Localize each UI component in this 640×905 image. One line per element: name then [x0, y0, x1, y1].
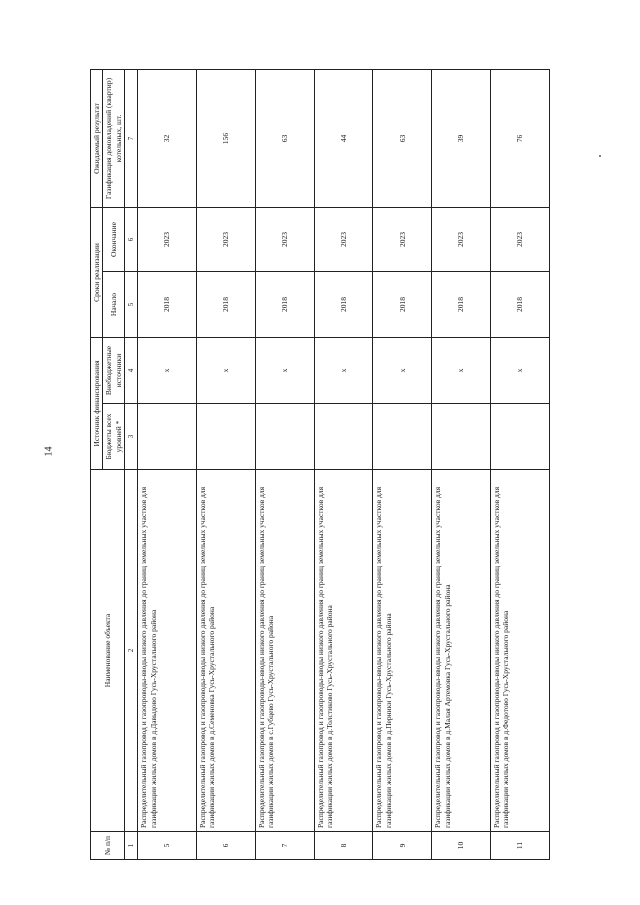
header-no: № п/п: [91, 832, 125, 860]
end-year: 2023: [314, 207, 373, 271]
object-name: Распределительный газопровод и газопроводы-вводы низкого давления до границ земельных участков для газификации жилых домов в д.Федотово Гусь-Хрустального района: [491, 470, 550, 832]
start-year: 2018: [314, 272, 373, 338]
header-extrabudgetary: Внебюджетные источники: [103, 338, 125, 404]
column-number: 4: [125, 338, 138, 404]
start-year: 2018: [138, 272, 197, 338]
header-expected-result: Ожидаемый результат: [91, 69, 103, 207]
page-number: 14: [43, 446, 55, 457]
column-number: 1: [125, 832, 138, 860]
extrabudgetary-cell: x: [138, 338, 197, 404]
row-number: 5: [138, 832, 197, 860]
header-gasification: Газификация домовладений (квартир) котельных, шт.: [103, 69, 125, 207]
budgets-cell: [138, 404, 197, 470]
extrabudgetary-cell: x: [255, 338, 314, 404]
header-terms: Сроки реализации: [91, 207, 103, 337]
header-funding-source: Источник финансирования: [91, 338, 103, 470]
table-row: [373, 69, 432, 859]
header-end: Окончание: [103, 207, 125, 271]
table-row: [491, 69, 550, 859]
end-year: 2023: [373, 207, 432, 271]
extrabudgetary-cell: x: [491, 338, 550, 404]
object-name: Распределительный газопровод и газопроводы-вводы низкого давления до границ земельных участков для газификации жилых домов в д.Давыдово Гусь-Хрустального района: [138, 470, 197, 832]
column-number: 3: [125, 404, 138, 470]
column-number: 2: [125, 470, 138, 832]
extrabudgetary-cell: x: [196, 338, 255, 404]
column-number: 7: [125, 69, 138, 207]
header-start: Начало: [103, 272, 125, 338]
projects-table: [90, 69, 550, 860]
object-name: Распределительный газопровод и газопроводы-вводы низкого давления до границ земельных участков для газификации жилых домов в д.Толстиково Гусь-Хрустального района: [314, 470, 373, 832]
end-year: 2023: [255, 207, 314, 271]
result-count: 76: [491, 69, 550, 207]
result-count: 63: [373, 69, 432, 207]
row-number: 6: [196, 832, 255, 860]
row-number: 8: [314, 832, 373, 860]
table-row: [432, 69, 491, 859]
result-count: 63: [255, 69, 314, 207]
end-year: 2023: [432, 207, 491, 271]
extrabudgetary-cell: x: [314, 338, 373, 404]
row-number: 11: [491, 832, 550, 860]
table-row: [255, 69, 314, 859]
budgets-cell: [491, 404, 550, 470]
result-count: 39: [432, 69, 491, 207]
extrabudgetary-cell: x: [373, 338, 432, 404]
result-count: 44: [314, 69, 373, 207]
object-name: Распределительный газопровод и газопроводы-вводы низкого давления до границ земельных участков для газификации жилых домов в д.Семеновка Гусь-Хрустального района: [196, 470, 255, 832]
object-name: Распределительный газопровод и газопроводы-вводы низкого давления до границ земельных участков для газификации жилых домов в д.Перники Гусь-Хрустального района: [373, 470, 432, 832]
header-row-top: [91, 69, 103, 859]
row-number: 9: [373, 832, 432, 860]
budgets-cell: [255, 404, 314, 470]
budgets-cell: [314, 404, 373, 470]
result-count: 32: [138, 69, 197, 207]
row-number: 10: [432, 832, 491, 860]
column-number: 5: [125, 272, 138, 338]
object-name: Распределительный газопровод и газопроводы-вводы низкого давления до границ земельных участков для газификации жилых домов в д.Малая Артемовка Гусь-Хрустального района: [432, 470, 491, 832]
table-row: [138, 69, 197, 859]
start-year: 2018: [196, 272, 255, 338]
rotated-table-wrapper: [90, 70, 550, 860]
scan-artifact-dot: [599, 155, 601, 157]
table-row: [314, 69, 373, 859]
header-budgets: Бюджеты всех уровней *: [103, 404, 125, 470]
start-year: 2018: [373, 272, 432, 338]
result-count: 156: [196, 69, 255, 207]
object-name: Распределительный газопровод и газопроводы-вводы низкого давления до границ земельных участков для газификации жилых домов в с.Губцево Гусь-Хрустального района: [255, 470, 314, 832]
start-year: 2018: [491, 272, 550, 338]
column-number-row: [125, 69, 138, 859]
column-number: 6: [125, 207, 138, 271]
end-year: 2023: [491, 207, 550, 271]
budgets-cell: [432, 404, 491, 470]
table-row: [196, 69, 255, 859]
budgets-cell: [373, 404, 432, 470]
extrabudgetary-cell: x: [432, 338, 491, 404]
budgets-cell: [196, 404, 255, 470]
header-object-name: Наименование объекта: [91, 470, 125, 832]
end-year: 2023: [138, 207, 197, 271]
row-number: 7: [255, 832, 314, 860]
start-year: 2018: [432, 272, 491, 338]
end-year: 2023: [196, 207, 255, 271]
start-year: 2018: [255, 272, 314, 338]
